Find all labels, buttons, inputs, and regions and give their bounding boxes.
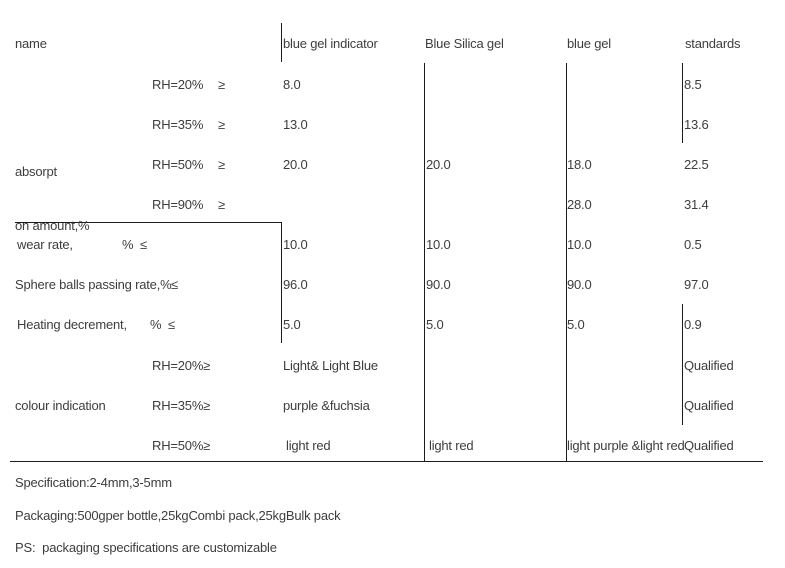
cell-gel: light purple &light red — [567, 438, 685, 453]
specification-note: Specification:2-4mm,3-5mm — [15, 475, 172, 490]
gte-symbol: ≥ — [218, 77, 225, 92]
border-silica-column — [424, 63, 425, 462]
cell-indicator: 96.0 — [283, 277, 308, 292]
absorption-label-line2: on amount,% — [15, 218, 90, 233]
rh-label: RH=35%≥ — [152, 398, 211, 413]
percent-symbol: % — [150, 317, 162, 332]
rh-label: RH=50% — [152, 157, 204, 172]
cell-indicator: 8.0 — [283, 77, 301, 92]
cell-silica: 90.0 — [426, 277, 451, 292]
gte-symbol: ≥ — [218, 117, 225, 132]
cell-indicator: Light& Light Blue — [283, 358, 378, 373]
cell-standards: 0.9 — [684, 317, 702, 332]
border-table-bottom — [10, 461, 763, 462]
cell-silica: 10.0 — [426, 237, 451, 252]
colour-indication-label: colour indication — [15, 398, 106, 413]
cell-standards: 22.5 — [684, 157, 709, 172]
cell-indicator: 10.0 — [283, 237, 308, 252]
lte-symbol: ≤ — [171, 277, 178, 292]
cell-standards: 31.4 — [684, 197, 709, 212]
border-standards-top — [682, 63, 683, 143]
absorption-label-line1: absorpt — [15, 164, 57, 179]
lte-symbol: ≤ — [140, 237, 147, 252]
cell-gel: 5.0 — [567, 317, 585, 332]
column-header-name: name — [15, 36, 47, 51]
cell-indicator: 13.0 — [283, 117, 308, 132]
cell-gel: 28.0 — [567, 197, 592, 212]
border-standards-mid — [682, 304, 683, 425]
border-gel-column — [566, 63, 567, 462]
cell-standards: 0.5 — [684, 237, 702, 252]
column-header-standards: standards — [685, 36, 741, 51]
rh-label: RH=90% — [152, 197, 204, 212]
column-header-gel: blue gel — [567, 36, 611, 51]
cell-indicator: light red — [286, 438, 331, 453]
border-indicator-header — [281, 23, 282, 62]
cell-indicator: 5.0 — [283, 317, 301, 332]
cell-standards: 8.5 — [684, 77, 702, 92]
cell-standards: Qualified — [684, 358, 734, 373]
column-header-indicator: blue gel indicator — [283, 36, 378, 51]
cell-indicator: purple &fuchsia — [283, 398, 370, 413]
cell-gel: 18.0 — [567, 157, 592, 172]
percent-symbol: % — [122, 237, 134, 252]
ps-note: PS: packaging specifications are customizable — [15, 540, 277, 555]
cell-gel: 10.0 — [567, 237, 592, 252]
gte-symbol: ≥ — [218, 157, 225, 172]
metric-label-wear-rate: wear rate, — [17, 237, 73, 252]
rh-label: RH=35% — [152, 117, 204, 132]
cell-gel: 90.0 — [567, 277, 592, 292]
cell-indicator: 20.0 — [283, 157, 308, 172]
cell-standards: 13.6 — [684, 117, 709, 132]
gte-symbol: ≥ — [218, 197, 225, 212]
border-indicator-metrics — [281, 222, 282, 343]
cell-standards: 97.0 — [684, 277, 709, 292]
rh-label: RH=20% — [152, 77, 204, 92]
lte-symbol: ≤ — [168, 317, 175, 332]
cell-silica: 5.0 — [426, 317, 444, 332]
cell-silica: light red — [429, 438, 474, 453]
rh-label: RH=50%≥ — [152, 438, 211, 453]
metric-label-heating: Heating decrement, — [17, 317, 127, 332]
cell-standards: Qualified — [684, 398, 734, 413]
cell-standards: Qualified — [684, 438, 734, 453]
cell-silica: 20.0 — [426, 157, 451, 172]
column-header-silica: Blue Silica gel — [425, 36, 504, 51]
metric-label-sphere-balls: Sphere balls passing rate,% — [15, 277, 172, 292]
rh-label: RH=20%≥ — [152, 358, 211, 373]
packaging-note: Packaging:500gper bottle,25kgCombi pack,25kgBulk pack — [15, 508, 341, 523]
